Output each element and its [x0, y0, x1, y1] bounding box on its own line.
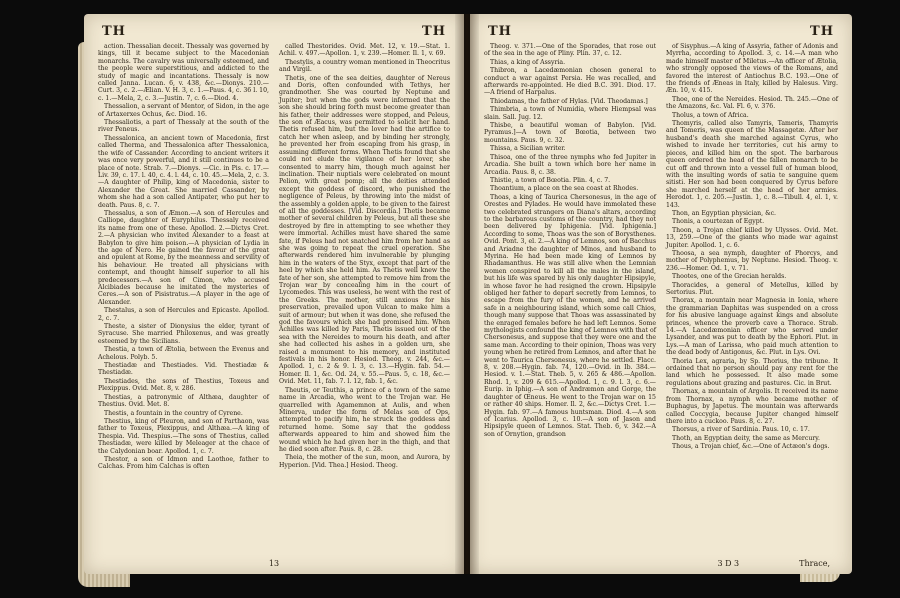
left-column-1	[98, 43, 269, 472]
catchword: Thrace,	[799, 559, 830, 568]
entry-paragraph: Tholus, a town of Africa.	[672, 111, 749, 119]
entry-paragraph: called Thestorides. Ovid. Met. 12, v. 19.—Stat. 1. Achil. v. 497.—Apollon. 1, v. 239.—Homer. Il. 1, v. 69.	[279, 43, 450, 58]
entry-paragraph: Theia, the mother of the sun, moon, and Aurora, by Hyperion. [Vid. Thea.] Hesiod. Theog.	[279, 454, 450, 469]
running-head-outer: TH	[102, 24, 126, 39]
entry-paragraph: Thoracides, a general of Metellus, killed by Sertorius. Plut.	[666, 281, 838, 296]
entry-paragraph: Thessaliotis, a part of Thessaly at the south of the river Peneus.	[98, 119, 269, 134]
entry-paragraph: Thomyris, called also Tamyris, Tameris, Thamyris and Tomeris, was queen of the Massagetæ. After her husband's death she marched against Cyrus, who wished to invade her territories, cut his army to pieces, and killed him on the spot. The barbarous queen ordered the head of the fallen monarch to be cut off and thrown into a vessel full of human blood, with the insulting words of satia te sanguine quem sitisti. Her son had been conquered by Cyrus before she marched herself at the head of her armies. Herodot. 1, c. 205.—Justin. 1, c. 8.—Tibull. 4, el. 1, v. 143.	[666, 120, 838, 209]
entry-paragraph: Thessalonica, an ancient town of Macedonia, first called Therma, and Thessalonica after Thessalonica, the wife of Cassander. According to ancient writers it was once very powerful, and it still continues to be a place of note. Strab. 7.—Dionys. —Cic. in Pis. c. 17.—Liv. 39, c. 17. l. 40, c. 4. l. 44, c. 10. 45.—Mela, 2, c. 3.—A daughter of Philip, king of Macedonia, sister to Alexander the Great. She married Cassander, by whom she had a son called Antipater, who put her to death. Paus. 8, c. 7.	[98, 134, 269, 209]
entry-paragraph: Thous, a Trojan chief, &c.—One of Actæon's dogs.	[672, 443, 830, 451]
entry-paragraph: Thissa, a Sicilian writer.	[490, 145, 566, 153]
entry-paragraph: Thestalus, a son of Hercules and Epicaste. Apollod. 2, c. 7.	[98, 307, 269, 322]
entry-paragraph: Thestius, king of Pleuron, and son of Parthaon, was father to Toxeus, Plexippus, and Althæa.—A king of Thespia. Vid. Thespius.—The sons of Thestius, called Thestiadæ, were killed by Meleager at the chace of the Calydonian boar. Apollod. 1, c. 7.	[98, 417, 269, 455]
entry-paragraph: Thonis, a courtezan of Egypt.	[672, 218, 765, 226]
book-gutter	[455, 14, 479, 574]
entry-paragraph: Thestor, a son of Idmon and Laothoe, father to Calchas. From him Calchas is often	[98, 455, 269, 471]
right-columns	[470, 43, 852, 452]
entry-paragraph: Thon, an Egyptian physician, &c.	[672, 209, 777, 217]
entry-paragraph: Thoth, an Egyptian deity, the same as Mercury.	[672, 434, 820, 442]
entry-paragraph: Thornax, a mountain of Argolis. It received its name from Thornax, a nymph who became mother of Buphagus, by Japetus. The mountain was afterwards called Coccygia, because Jupiter changed himself there into a cuckoo. Paus. 8, c. 27.	[666, 388, 838, 425]
left-running-head	[84, 14, 464, 43]
running-head-outer: TH	[810, 24, 834, 39]
right-footer	[470, 559, 852, 568]
left-footer	[84, 559, 464, 568]
entry-paragraph: Thestias, a patronymic of Althæa, daughter of Thestius. Ovid. Met. 8.	[98, 393, 269, 409]
entry-paragraph: Thoantium, a place on the sea coast at Rhodes.	[490, 185, 639, 193]
entry-paragraph: Thias, a king of Assyria.	[490, 58, 566, 66]
entry-paragraph: Thisbe, a beautiful woman of Babylon. [Vid. Pyramus.]—A town of Bœotia, between two mountains. Paus. 9, c. 32.	[484, 122, 656, 144]
entry-paragraph: Thiodamas, the father of Hylas. [Vid. Theodamas.]	[490, 97, 648, 105]
right-page	[470, 14, 852, 574]
left-columns	[84, 43, 464, 472]
entry-paragraph: Thetis, one of the sea deities, daughter of Nereus and Doris, often confounded with Tethys, her grandmother. She was courted by Neptune and Jupiter; but when the gods were informed that the son she should bring forth must become greater than his father, their addresses were stopped, and Peleus, the son of Æacus, was permitted to solicit her hand. Thetis refused him, but the lover had the artifice to catch her when asleep, and by binding her strongly, he prevented her from escaping from his grasp, in assuming different forms. When Thetis found that she could not elude the vigilance of her lover, she consented to marry him, though much against her inclination. Their nuptials were celebrated on mount Pelion, with great pomp; all the deities attended except the goddess of discord, who punished the negligence of Peleus, by throwing into the midst of the assembly a golden apple, to be given to the fairest of all the goddesses. [Vid. Discordia.] Thetis became mother of several children by Peleus, but all these she destroyed by fire in attempting to see whether they were immortal. Achilles must have shared the same fate, if Peleus had not snatched him from her hand as she was going to repeat the cruel operation. She afterwards rendered him invulnerable by plunging him in the waters of the Styx, except that part of the heel by which she held him. As Thetis well knew the fate of her son, she attempted to remove him from the Trojan war by concealing him in the court of Lycomedes. This was useless, he went with the rest of the Greeks. The mother, still anxious for his preservation, prevailed upon Vulcan to make him a suit of armour; but when it was done, she refused the god the favours which she had promised him. When Achilles was killed by Paris, Thetis issued out of the sea with the Nereides to mourn his death, and after she had collected his ashes in a golden urn, she raised a monument to his memory, and instituted festivals in his honor. Hesiod. Theog. v. 244, &c.—Apollod. 1, c. 2 & 9. l. 3, c. 13.—Hygin. fab. 54.—Homer. Il. 1, &c. Od. 24, v. 55.—Paus. 5, c. 18, &c.—Ovid. Met. 11, fab. 7. l. 12, fab. 1, &c.	[279, 74, 450, 386]
entry-paragraph: Thestiadæ and Thestiades. Vid. Thestiadæ & Thestiadæ.	[98, 362, 269, 377]
entry-paragraph: Thibron, a Lacedæmonian chosen general to conduct a war against Persia. He was recalled, and afterwards re-appointed. He died B.C. 391. Diod. 17.—A friend of Harpalus.	[484, 67, 656, 97]
entry-paragraph: Thestiades, the sons of Thestius, Toxeus and Plexippus. Ovid. Met. 8, v. 286.	[98, 377, 269, 393]
entry-paragraph: Thistie, a town of Bœotia. Plin. 4, c. 7.	[490, 176, 611, 184]
entry-paragraph: Thessalus, a son of Æmon.—A son of Hercules and Calliope, daughter of Euryphilus. Thessaly received its name from one of these. Apollod. 2.—Dictys Cret. 2.—A physician who invited Alexander to a feast at Babylon to give him poison.—A physician of Lydia in the age of Nero. He gained the favour of the great and opulent at Rome, by the meanness and servility of his behaviour. He treated all physicians with contempt, and thought himself superior to all his predecessors.—A son of Cimon, who accused Alcibiades because he imitated the mysteries of Ceres.—A son of Pisistratus.—A player in the age of Alexander.	[98, 209, 269, 306]
running-head-inner: TH	[488, 24, 512, 39]
running-head-inner: TH	[422, 24, 446, 39]
left-column-2	[279, 43, 450, 472]
entry-paragraph: Thisoa, one of the three nymphs who fed Jupiter in Arcadia. She built a town which bore her name in Arcadia. Paus. 8, c. 38.	[484, 153, 656, 176]
entry-paragraph: Thessalion, a servant of Mentor, of Sidon, in the age of Artaxerxes Ochus, &c. Diod. 16.	[98, 103, 269, 118]
entry-paragraph: Thimbria, a town of Numidia, where Hiempsal was slain. Sall. Jug. 12.	[484, 106, 656, 121]
right-column-1	[484, 43, 656, 452]
right-running-head	[470, 14, 852, 43]
entry-paragraph: Thoe, one of the Nereides. Hesiod. Th. 245.—One of the Amazons, &c. Val. Fl. 6, v. 376.	[666, 95, 838, 111]
entry-paragraph: Theste, a sister of Dionysius the elder, tyrant of Syracuse. She married Philoxenus, and was greatly esteemed by the Sicilians.	[98, 323, 269, 345]
entry-paragraph: Thoria Lex, agraria, by Sp. Thorius, the tribune. It ordained that no person should pay any rent for the land which he possessed. It also made some regulations about grazing and pastures. Cic. in Brut.	[666, 357, 838, 387]
entry-paragraph: Thorsus, a river of Sardinia. Paus. 10, c. 17.	[672, 426, 810, 434]
entry-paragraph: Thestylis, a country woman mentioned in Theocritus and Virgil.	[279, 58, 451, 74]
entry-paragraph: Thorax, a mountain near Magnesia in Ionia, where the grammarian Daphitas was suspended on a cross for his abusive language against kings and absolute princes, whence the proverb cave a Thorace. Strab. 14.—A Lacedæmonian officer who served under Lysander, and was put to death by the Ephori. Plut. in Lys.—A man of Larissa, who paid much attention to the dead body of Antigonus, &c. Plut. in Lys. Ovi.	[666, 297, 838, 357]
left-page	[84, 14, 464, 574]
entry-paragraph: Thoas, a king of Taurica Chersonesus, in the age of Orestes and Pylades. He would have immolated these two celebrated strangers on Diana's altars, according to the barbarous customs of the country, had they not been delivered by Iphigenia. [Vid. Iphigenia.] According to some, Thoas was the son of Borysthenes. Ovid. Pont. 3, el. 2.—A king of Lemnos, son of Bacchus and Ariadne the daughter of Minos, and husband to Myrina. He had been made king of Lemnos by Rhadamanthus. He was still alive when the Lemnian women conspired to kill all the males in the island, but his life was spared by his only daughter Hipsipyle, in whose favor he had resigned the crown. Hipsipyle obliged her father to depart secretly from Lemnos, to escape from the fury of the women, and he arrived safe in a neighbouring island, which some call Chios, though many suppose that Thoas was assassinated by the enraged females before he had left Lemnos. Some mythologists confound the king of Lemnos with that of Chersonesus, and suppose that they were one and the same man. According to their opinion, Thoas was very young when he retired from Lemnos, and after that he went to Taurica Chersonesus, where he settled. Flacc. 8, v. 208.—Hygin. fab. 74, 120.—Ovid. in Ib. 384.—Hesiod. v. 1.—Stat. Theb. 5, v. 265 & 486.—Apollon. Rhod. 1, v. 209 & 615.—Apollod. 1, c. 9. l. 3, c. 6.—Eurip. in Iphig.—A son of Andræmon and Gorge, the daughter of Œneus. He went to the Trojan war on 15 or rather 40 ships. Homer. Il. 2, &c.—Dictys Cret. 1.—Hygin. fab. 97.—A famous huntsman. Diod. 4.—A son of Icarius. Apollod. 3, c. 10.—A son of Jason and Hipsipyle queen of Lemnos. Stat. Theb. 6, v. 342.—A son of Ornytion, grandson	[484, 193, 656, 438]
entry-paragraph: Thestia, a town of Ætolia, between the Evenus and Achelous. Polyb. 5.	[98, 346, 269, 361]
entry-paragraph: Theutis, or Teuthis, a prince of a town of the same name in Arcadia, who went to the Trojan war. He quarrelled with Agamemnon at Aulis, and when Minerva, under the form of Melas son of Ops, attempted to pacify him, he struck the goddess and returned home. Some say that the goddess afterwards appeared to him and showed him the wound which he had given her in the thigh, and that he died soon after. Paus. 8, c. 28.	[279, 386, 450, 453]
signature-mark: 3 D 3	[717, 559, 740, 568]
right-column-2	[666, 43, 838, 452]
entry-paragraph: Thootes, one of the Grecian heralds.	[672, 273, 787, 281]
entry-paragraph: Thestis, a fountain in the country of Cyrene.	[104, 409, 243, 417]
page-number: 13	[268, 559, 280, 568]
entry-paragraph: Thoon, a Trojan chief killed by Ulysses. Ovid. Met. 13, 259.—One of the giants who made war against Jupiter. Apollod. 1, c. 6.	[666, 226, 838, 249]
entry-paragraph: of Sisyphus.—A king of Assyria, father of Adonis and Myrrha, according to Apollod. 3, c. 14.—A man who made himself master of Miletus.—An officer of Ætolia, who strongly opposed the views of the Romans, and favored the interest of Antiochus B.C. 193.—One of the friends of Æneas in Italy, killed by Halesus. Virg. Æn. 10, v. 415.	[666, 43, 838, 95]
entry-paragraph: Thoosa, a sea nymph, daughter of Phorcys, and mother of Polyphemus, by Neptune. Hesiod. Theog. v. 236.—Homer. Od. 1, v. 71.	[666, 249, 838, 272]
entry-paragraph: Theog. v. 371.—One of the Sporades, that rose out of the sea in the age of Pliny. Plin. 37, c. 12.	[484, 43, 656, 58]
entry-paragraph: action. Thessalian deceit. Thessaly was governed by kings, till it became subject to the Macedonian monarchs. The cavalry was universally esteemed, and the people were superstitious, and addicted to the study of magic and incantations. Thessaly is now called Janna. Lucan. 6, v. 438, &c.—Dionys. 210.—Curt. 3, c. 2.—Ælian. V. H. 3, c. 1.—Paus. 4, c. 36 l. 10, c. 1.—Mela, 2, c. 3.—Justin. 7, c. 6.—Diod. 4.	[98, 43, 269, 102]
